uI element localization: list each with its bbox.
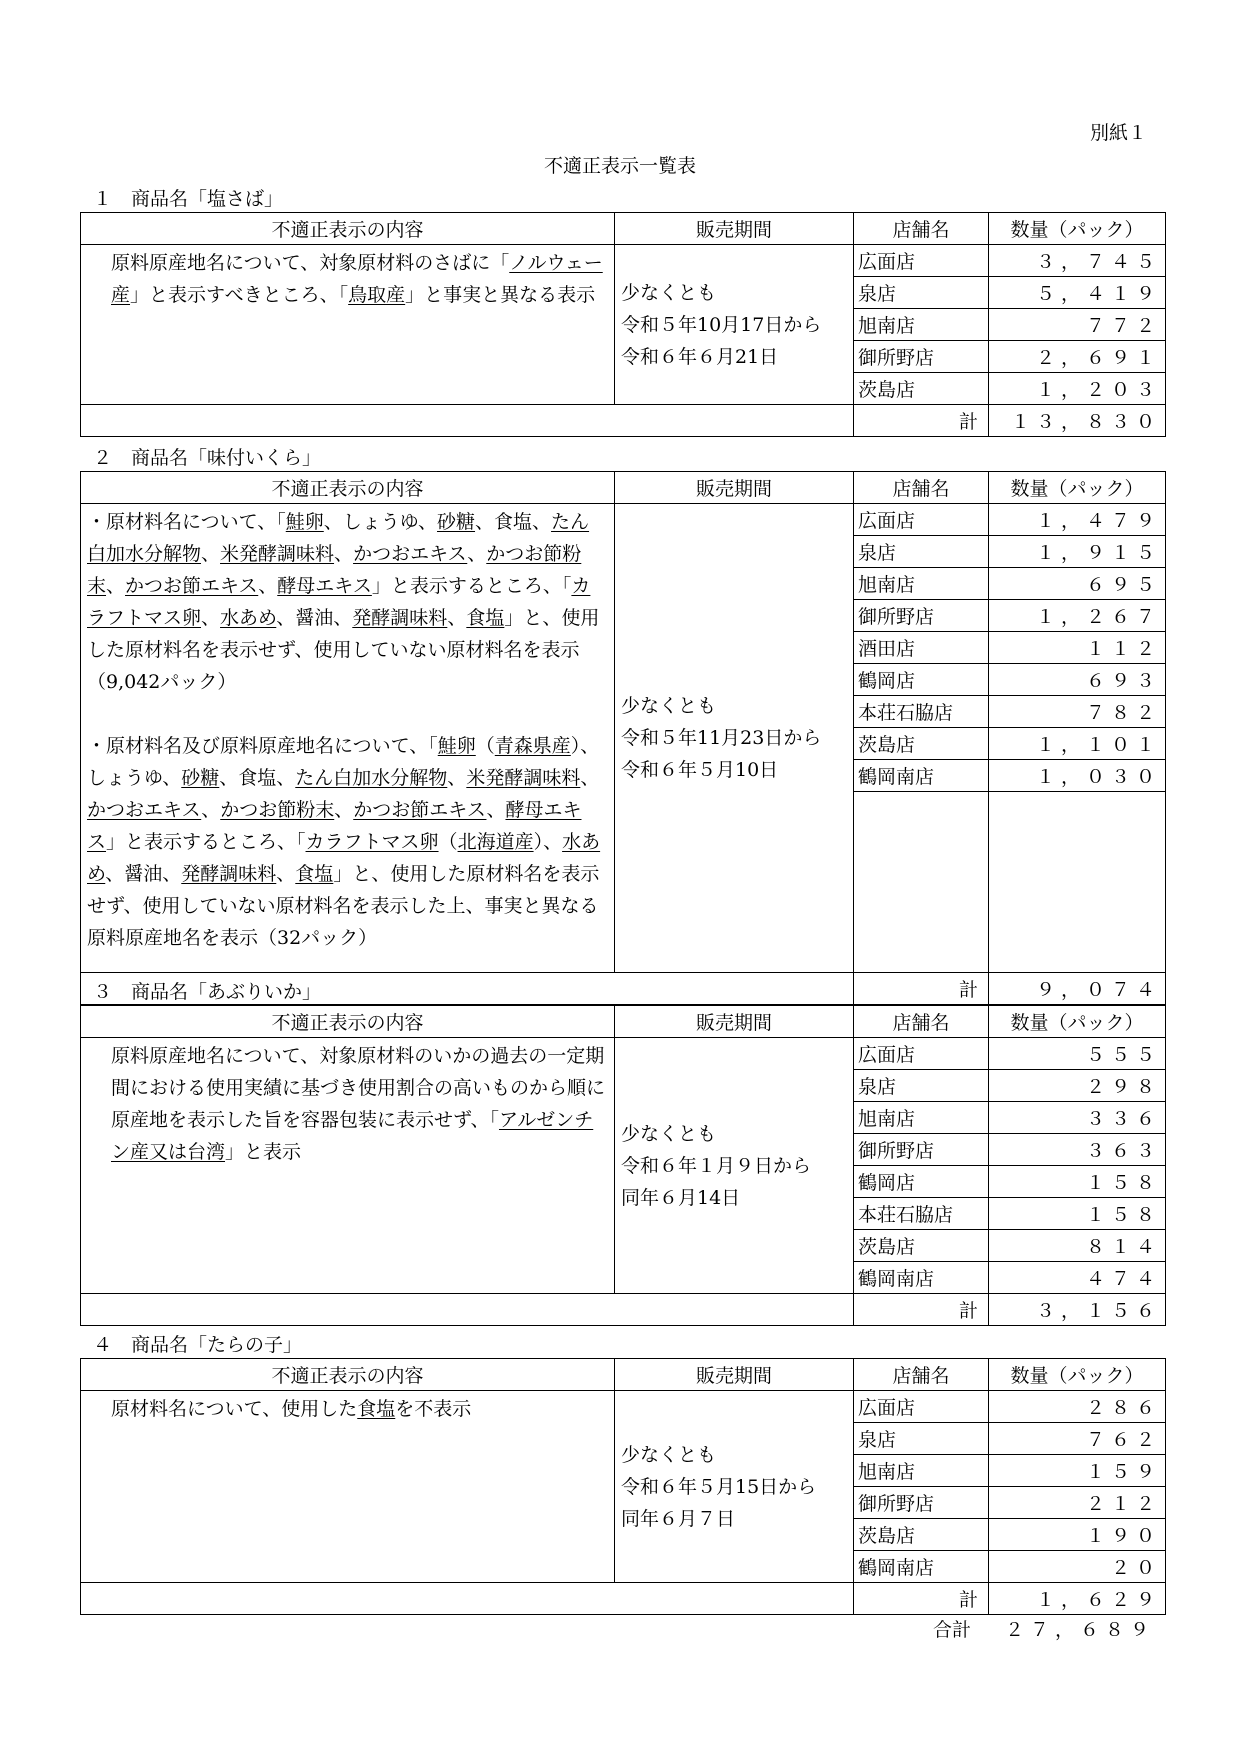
header-store: 店舗名 [854,1006,989,1038]
header-content: 不適正表示の内容 [81,472,615,504]
total-value: １，６２９ [989,1583,1166,1615]
store-qty: ６９５ [989,568,1166,600]
header-content: 不適正表示の内容 [81,1006,615,1038]
store-name: 泉店 [854,1423,989,1455]
store-name: 広面店 [854,1038,989,1070]
table-header-row [81,1006,1166,1038]
header-store: 店舗名 [854,213,989,245]
header-qty: 数量（パック） [989,1006,1166,1038]
store-qty: ２，６９１ [989,341,1166,373]
section-table-4 [80,1358,1166,1615]
store-name: 旭南店 [854,309,989,341]
store-qty: ７６２ [989,1423,1166,1455]
section-heading-4: ４ 商品名「たらの子」 [93,1334,303,1356]
header-content: 不適正表示の内容 [81,1359,615,1391]
table-row [81,1038,1166,1070]
total-value: １３，８３０ [989,405,1166,437]
store-name: 鶴岡南店 [854,1551,989,1583]
table-header-row [81,1359,1166,1391]
period-cell: 少なくとも 令和５年10月17日から 令和６年６月21日 [615,245,854,405]
table-row [81,1391,1166,1423]
table-header-row [81,472,1166,504]
store-qty: ２０ [989,1551,1166,1583]
store-qty: １，９１５ [989,536,1166,568]
period-cell: 少なくとも 令和６年５月15日から 同年６月７日 [615,1391,854,1583]
store-name: 御所野店 [854,341,989,373]
store-qty: １５９ [989,1455,1166,1487]
store-name: 泉店 [854,277,989,309]
table-header-row [81,213,1166,245]
store-qty: １１２ [989,632,1166,664]
store-qty: ４７４ [989,1262,1166,1294]
total-row [81,1583,1166,1615]
store-name-empty [854,792,989,973]
section-heading-2: ２ 商品名「味付いくら」 [93,447,322,469]
total-blank [81,1294,854,1326]
total-label: 計 [854,405,989,437]
store-name: 旭南店 [854,1102,989,1134]
header-store: 店舗名 [854,1359,989,1391]
grand-total-label: 合計 [933,1619,972,1641]
store-name: 広面店 [854,504,989,536]
store-qty: ３，７４５ [989,245,1166,277]
period-cell: 少なくとも 令和５年11月23日から 令和６年５月10日 [615,504,854,973]
total-row [81,1294,1166,1326]
section-table-1 [80,212,1166,437]
period-cell: 少なくとも 令和６年１月９日から 同年６月14日 [615,1038,854,1294]
section-heading-3: ３ 商品名「あぶりいか」 [93,981,322,1003]
store-name: 茨島店 [854,1519,989,1551]
store-qty: ７８２ [989,696,1166,728]
store-name: 広面店 [854,245,989,277]
section-table-2 [80,471,1166,1005]
store-qty: １，２６７ [989,600,1166,632]
store-qty: ２１２ [989,1487,1166,1519]
total-blank [81,1583,854,1615]
store-name: 旭南店 [854,1455,989,1487]
store-name: 茨島店 [854,728,989,760]
header-content: 不適正表示の内容 [81,213,615,245]
store-qty: ８１４ [989,1230,1166,1262]
content-cell: 原材料名について、使用した食塩を不表示 [81,1391,615,1583]
store-qty: ２９８ [989,1070,1166,1102]
store-name: 御所野店 [854,1487,989,1519]
store-qty: ２８６ [989,1391,1166,1423]
store-name: 本荘石脇店 [854,1198,989,1230]
store-qty: １，０３０ [989,760,1166,792]
total-blank [81,405,854,437]
content-cell: 原料原産地名について、対象原材料のいかの過去の一定期間における使用実績に基づき使用割合の高いものから順に原産地を表示した旨を容器包装に表示せず、「アルゼンチン産又は台湾」と表示 [81,1038,615,1294]
store-name: 御所野店 [854,1134,989,1166]
store-qty: １５８ [989,1198,1166,1230]
header-period: 販売期間 [615,1359,854,1391]
table-row [81,245,1166,277]
total-value: ３，１５６ [989,1294,1166,1326]
store-qty: ５５５ [989,1038,1166,1070]
page-id: 別紙１ [1090,122,1148,144]
total-row [81,405,1166,437]
store-name: 本荘石脇店 [854,696,989,728]
total-label: 計 [854,1294,989,1326]
store-qty: １５８ [989,1166,1166,1198]
header-qty: 数量（パック） [989,1359,1166,1391]
header-period: 販売期間 [615,213,854,245]
store-qty: ３６３ [989,1134,1166,1166]
store-name: 泉店 [854,1070,989,1102]
header-qty: 数量（パック） [989,213,1166,245]
store-qty: １９０ [989,1519,1166,1551]
store-qty: １，２０３ [989,373,1166,405]
section-heading-1: １ 商品名「塩さば」 [93,188,284,210]
store-name: 茨島店 [854,1230,989,1262]
store-qty: ６９３ [989,664,1166,696]
section-table-3 [80,1005,1166,1326]
store-name: 鶴岡南店 [854,1262,989,1294]
table-row [81,504,1166,536]
content-cell: ・原材料名について、「鮭卵、しょうゆ、砂糖、食塩、たん白加水分解物、米発酵調味料、かつおエキス、かつお節粉末、かつお節エキス、酵母エキス」と表示するところ、「カラフトマス卵、水あめ、醤油、発酵調味料、食塩」と、使用した原材料名を表示せず、使用していない原材料名を表示（9,042パック） ・原材料名及び原料原産地名について、「鮭卵（青森県産）、しょうゆ、砂糖、食塩、たん白加水分解物、米発酵調味料、かつおエキス、かつお節粉末、かつお節エキス、酵母エキス」と表示するところ、「カラフトマス卵（北海道産）、水あめ、醤油、発酵調味料、食塩」と、使用した原材料名を表示せず、使用していない原材料名を表示した上、事実と異なる原料原産地名を表示（32パック） [81,504,615,973]
store-name: 鶴岡店 [854,664,989,696]
store-qty: ３３６ [989,1102,1166,1134]
store-name: 鶴岡南店 [854,760,989,792]
store-name: 御所野店 [854,600,989,632]
header-period: 販売期間 [615,1006,854,1038]
store-name: 泉店 [854,536,989,568]
content-cell: 原料原産地名について、対象原材料のさばに「ノルウェー産」と表示すべきところ、「鳥取産」と事実と異なる表示 [81,245,615,405]
total-label: 計 [854,1583,989,1615]
header-store: 店舗名 [854,472,989,504]
store-name: 茨島店 [854,373,989,405]
header-qty: 数量（パック） [989,472,1166,504]
store-qty: １，１０１ [989,728,1166,760]
store-qty: ７７２ [989,309,1166,341]
store-qty: ５，４１９ [989,277,1166,309]
store-qty-empty [989,792,1166,973]
grand-total-value: ２７，６８９ [1004,1619,1155,1641]
store-name: 酒田店 [854,632,989,664]
total-value: ９，０７４ [989,973,1166,1005]
store-name: 広面店 [854,1391,989,1423]
store-name: 旭南店 [854,568,989,600]
store-qty: １，４７９ [989,504,1166,536]
store-name: 鶴岡店 [854,1166,989,1198]
header-period: 販売期間 [615,472,854,504]
document-title: 不適正表示一覧表 [543,155,696,177]
total-label: 計 [854,973,989,1005]
